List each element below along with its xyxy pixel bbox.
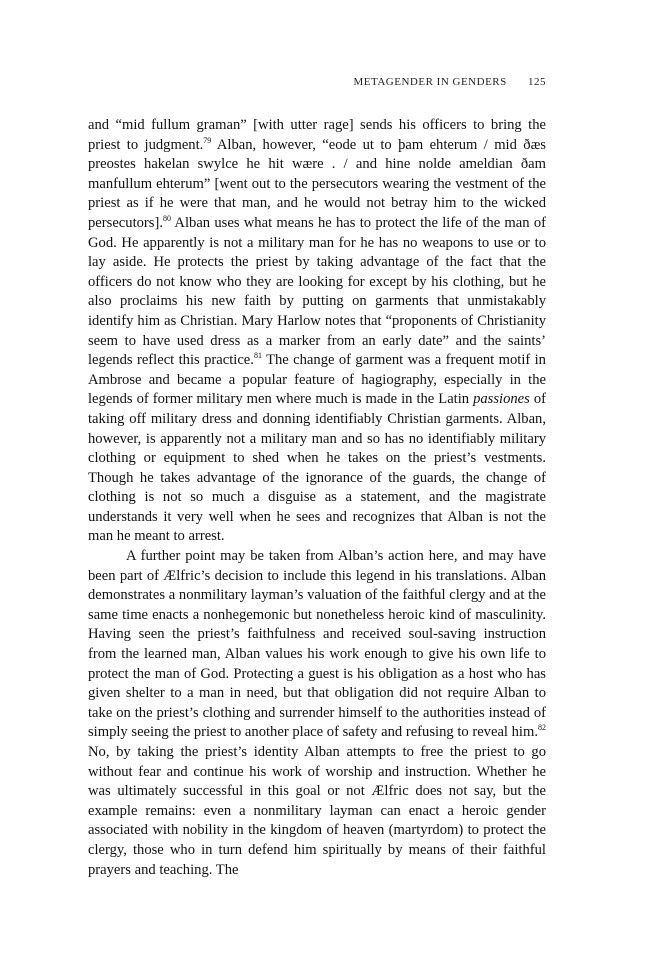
text-segment: No, by taking the priest’s identity Alban attempts to free the priest to go without fear and continue his work of worship and instruction. Whether he was ultimately successful in this goal or not Ælfric does not say, but the example remains: even a nonmilitary layman can enact a heroic gender associated with nobility in the kingdom of heaven (martyrdom) to protect the clergy, those who in turn defend him spiritually by means of their faithful prayers and teaching. The [88,744,546,878]
text-segment: Alban uses what means he has to protect the life of the man of God. He apparently is not a military man for he has no weapons to use or to lay aside. He protects the priest by taking advantage of the fact that the officers do not know who they are looking for except by his clothing, but he also proclaims his new faith by putting on garments that unmistakably identify him as Christian. Mary Harlow notes that “proponents of Christianity seem to have used dress as a marker from an early date” and the saints’ legends reflect this practice. [88,214,546,369]
footnote-marker: 81 [253,351,262,361]
page-number: 125 [528,76,546,88]
footnote-marker: 80 [162,214,171,224]
paragraph-2 [88,547,546,880]
paragraph-1 [88,116,546,547]
running-head [88,76,546,88]
text-segment: of taking off military dress and donning identifiably Christian garments. Alban, however, is apparently not a military man and so has no identifiably military clothing or equipment to shed when he takes on the priest’s vestments. Though he takes advantage of the ignorance of the guards, the change of clothing is not so much a disguise as a statement, and the magistrate understands it very well when he sees and recognizes that Alban is not the man he meant to arrest. [88,391,546,545]
text-segment: and “mid fullum graman” [with utter rage] sends his officers to bring the priest to judgment. [88,117,546,153]
text-segment: Alban, however, “eode ut to þam ehterum / mid ðæs preostes hakelan swylce he hit wære . / and hine nolde ameldian ðam manfullum ehterum” [went out to the persecutors wearing the vestment of the priest as if he were that man, and he would not betray him to the wicked persecutors]. [88,136,546,231]
italic-term: passiones [473,391,530,408]
text-segment: A further point may be taken from Alban’s action here, and may have been part of Ælfric’s decision to include this legend in his translations. Alban demonstrates a nonmilitary layman’s valuation of the faithful clergy and at the same time enacts a nonhegemonic but nonetheless heroic kind of masculinity. Having seen the priest’s faithfulness and received soul-saving instruction from the learned man, Alban values his work enough to give his own life to protect the man of God. Protecting a guest is his obligation as a host who has given shelter to a man in need, but that obligation did not require Alban to take on the priest’s clothing and surrender himself to the authorities instead of simply seeing the priest to another place of safety and refusing to reveal him. [88,548,546,741]
footnote-marker: 79 [203,135,212,145]
body-text [88,116,546,880]
footnote-marker: 82 [538,723,546,733]
running-head-title: METAGENDER IN GENDERS [353,76,507,88]
text-segment: The change of garment was a frequent motif in Ambrose and became a popular feature of hagiography, especially in the legends of former military men where much is made in the Latin [88,352,546,408]
